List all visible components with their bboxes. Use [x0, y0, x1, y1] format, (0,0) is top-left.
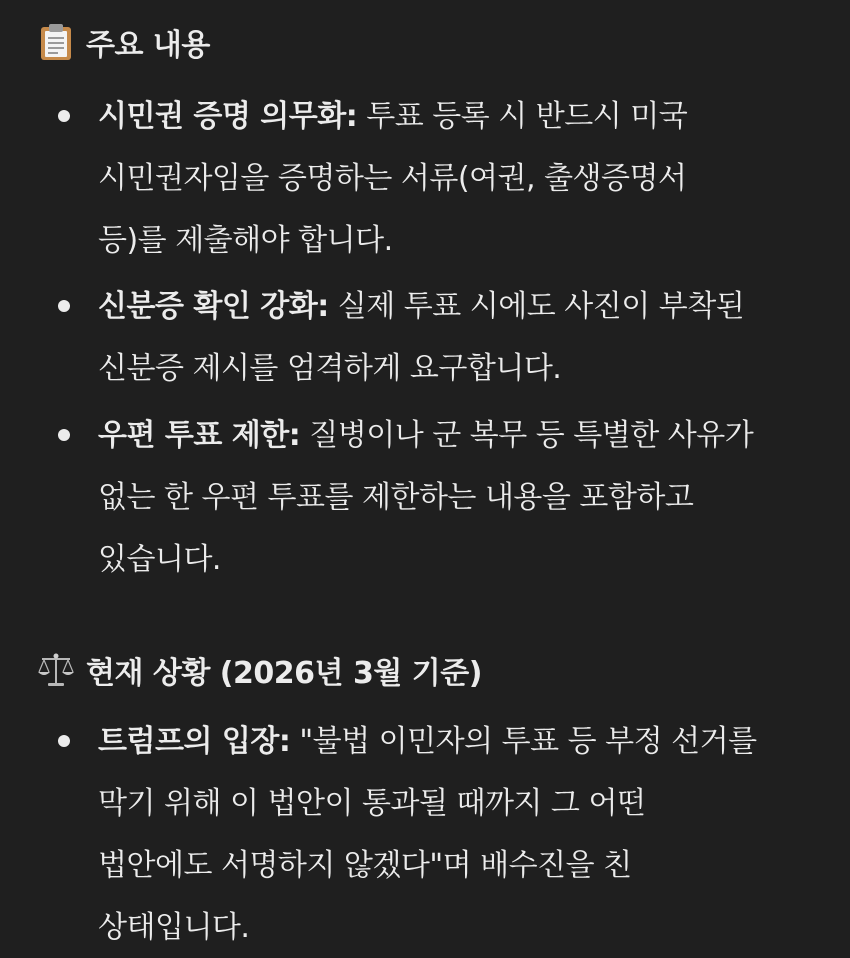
- section-heading-main-content: [36, 17, 210, 67]
- item-term: 우편 투표 제한:: [98, 418, 301, 453]
- bullet-dot: [58, 735, 70, 747]
- item-text: 투표 등록 시 반드시 미국: [357, 99, 688, 134]
- item-term: 트럼프의 입장:: [98, 724, 291, 759]
- item-term: 신분증 확인 강화:: [98, 289, 329, 324]
- list-item: [98, 276, 818, 400]
- section-title: 현재 상황 (2026년 3월 기준): [86, 656, 482, 691]
- item-term: 시민권 증명 의무화:: [98, 99, 358, 134]
- bullet-dot: [58, 300, 70, 312]
- bullet-dot: [58, 429, 70, 441]
- bullet-dot: [58, 110, 70, 122]
- list-item: [98, 405, 818, 591]
- item-text: 실제 투표 시에도 사진이 부착된: [328, 289, 745, 324]
- clipboard-icon: [36, 22, 76, 62]
- item-text: 막기 위해 이 법안이 통과될 때까지 그 어떤: [98, 786, 646, 821]
- list-item: [98, 86, 818, 272]
- item-text: "불법 이민자의 투표 등 부정 선거를: [290, 724, 757, 759]
- item-text: 상태입니다.: [98, 910, 250, 945]
- item-text: 없는 한 우편 투표를 제한하는 내용을 포함하고: [98, 480, 694, 515]
- section-heading-current-status: [36, 645, 482, 695]
- item-text: 시민권자임을 증명하는 서류(여권, 출생증명서: [98, 161, 687, 196]
- item-text: 등)를 제출해야 합니다.: [98, 223, 393, 258]
- balance-scale-icon: [36, 650, 76, 690]
- item-text: 있습니다.: [98, 542, 221, 577]
- item-text: 법안에도 서명하지 않겠다"며 배수진을 친: [98, 848, 632, 883]
- list-item: [98, 711, 818, 958]
- section-title: 주요 내용: [86, 28, 210, 63]
- item-text: 질병이나 군 복무 등 특별한 사유가: [300, 418, 754, 453]
- item-text: 신분증 제시를 엄격하게 요구합니다.: [98, 351, 562, 386]
